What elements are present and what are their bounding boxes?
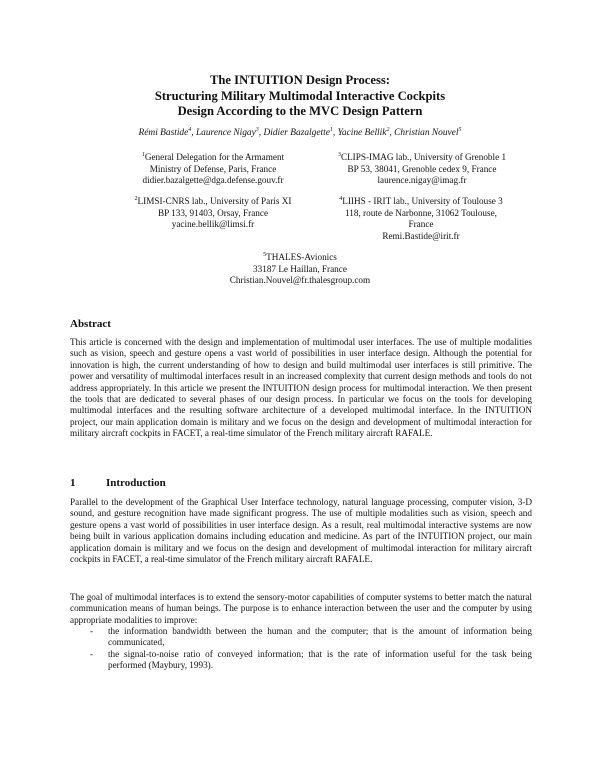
list-item-text: the signal-to-noise ratio of conveyed information; that is the rate of information useful for the task being performed (Maybury, 1993). <box>108 649 532 671</box>
affiliation-block <box>322 152 522 187</box>
section-title: Introduction <box>106 477 166 489</box>
section-heading <box>70 477 166 489</box>
author-name: Yacine Bellik <box>337 128 387 138</box>
title-line: Structuring Military Multimodal Interactive Cockpits <box>154 88 446 103</box>
affiliation-email: didier.bazalgette@dga.defense.gouv.fr <box>142 175 284 185</box>
affiliation-line: 33187 Le Haillan, France <box>253 263 347 274</box>
affiliation-block <box>118 196 308 231</box>
title-line: The INTUITION Design Process: <box>210 73 390 87</box>
paper-title <box>60 73 540 120</box>
bullet-marker: - <box>90 626 94 636</box>
author-name: Laurence Nigay <box>195 128 256 138</box>
affiliation-email: Remi.Bastide@irit.fr <box>382 230 460 241</box>
author-name: Christian Nouvel <box>394 128 459 138</box>
abstract-text: This article is concerned with the design and implementation of multimodal user interfaces. The use of multiple modalities such as vision, speech and gesture opens a vast world of possibilities in user interface design. Although the potential for innovation is high, the current understanding of how to design and build multimodal user interfaces is still primitive. The power and versatility of multimodal interfaces result in an increased complexity that current design methods and tools do not address appropriately. In this article we present the INTUITION design process for multimodal interaction. We then present the tools that are dedicated to several phases of our design process. In particular we focus on the tools for developing multimodal interfaces and the resulting software architecture of a developed multimodal interface. In the INTUITION project, our main application domain is military and we focus on the design and development of multimodal interaction for military aircraft cockpits in FACET, a real-time simulator of the French military aircraft RAFALE. <box>70 337 532 439</box>
affiliation-line: LIIHS - IRIT lab., University of Toulouse 3 <box>342 196 503 206</box>
affiliation-email: laurence.nigay@imag.fr <box>377 175 467 185</box>
affiliation-line: THALES-Avionics <box>266 252 337 262</box>
author-name: Rémi Bastide <box>138 128 189 138</box>
abstract-heading: Abstract <box>70 318 111 330</box>
affiliation-sup: 1 <box>141 151 145 158</box>
affiliation-line: Ministry of Defense, Paris, France <box>149 163 277 174</box>
intro-paragraph: Parallel to the development of the Graphical User Interface technology, natural language processing, computer vision, 3-D sound, and gesture recognition have made significant progress. The use of multiple modalities such as vision, speech and gesture opens a vast world of possibilities in user interface design. As a result, real multimodal interactive systems are now being built in various application domains including education and medicine. As part of the INTUITION project, our main application domain is military and we focus on the design and development of multimodal interaction for military aircraft cockpits in FACET, a real-time simulator of the French military aircraft RAFALE. <box>70 497 532 565</box>
author-sup: 4 <box>188 126 192 133</box>
affiliation-line: LIMSI-CNRS lab., University of Paris XI <box>137 196 292 206</box>
affiliation-line: General Delegation for the Armament <box>144 152 285 162</box>
affiliation-block <box>200 252 400 287</box>
author-sup: 5 <box>458 126 462 133</box>
affiliation-line: 118, route de Narbonne, 31062 Toulouse, <box>345 207 497 218</box>
affiliation-sup: 3 <box>337 151 341 158</box>
affiliation-block <box>118 152 308 187</box>
author-sup: 2 <box>386 126 390 133</box>
author-sup: 3 <box>255 126 259 133</box>
author-name: Didier Bazalgette <box>263 128 330 138</box>
affiliation-line: BP 133, 91403, Orsay, France <box>157 207 269 218</box>
affiliation-sup: 5 <box>263 251 267 258</box>
author-list: Rémi Bastide$^4$, Laurence Nigay$^3$, Didier Bazalgette$^1$, Yacine Bellik$^2$, Christian Nouvel$^5$ <box>138 126 462 138</box>
affiliation-sup: 2 <box>134 195 138 202</box>
list-item-text: the information bandwidth between the human and the computer; that is the amount of information being communicated, <box>108 626 532 648</box>
title-line: Design According to the MVC Design Pattern <box>177 104 423 118</box>
bullet-marker: - <box>90 649 94 659</box>
affiliation-email: Christian.Nouvel@fr.thalesgroup.com <box>229 275 371 285</box>
affiliation-line: BP 53, 38041, Grenoble cedex 9, France <box>347 163 497 174</box>
section-number: 1 <box>70 477 76 489</box>
author-sup: 1 <box>329 126 333 133</box>
affiliation-email: yacine.bellik@limsi.fr <box>171 219 255 229</box>
affiliation-sup: 4 <box>339 195 343 202</box>
affiliation-line: France <box>408 219 434 229</box>
intro-paragraph: The goal of multimodal interfaces is to extend the sensory-motor capabilities of computer systems to better match the natural communication means of human beings. The purpose is to enhance interaction between the user and the computer by using appropriate modalities to improve: <box>70 592 532 625</box>
affiliation-block <box>316 196 526 242</box>
affiliation-line: CLIPS-IMAG lab., University of Grenoble 1 <box>340 152 507 162</box>
